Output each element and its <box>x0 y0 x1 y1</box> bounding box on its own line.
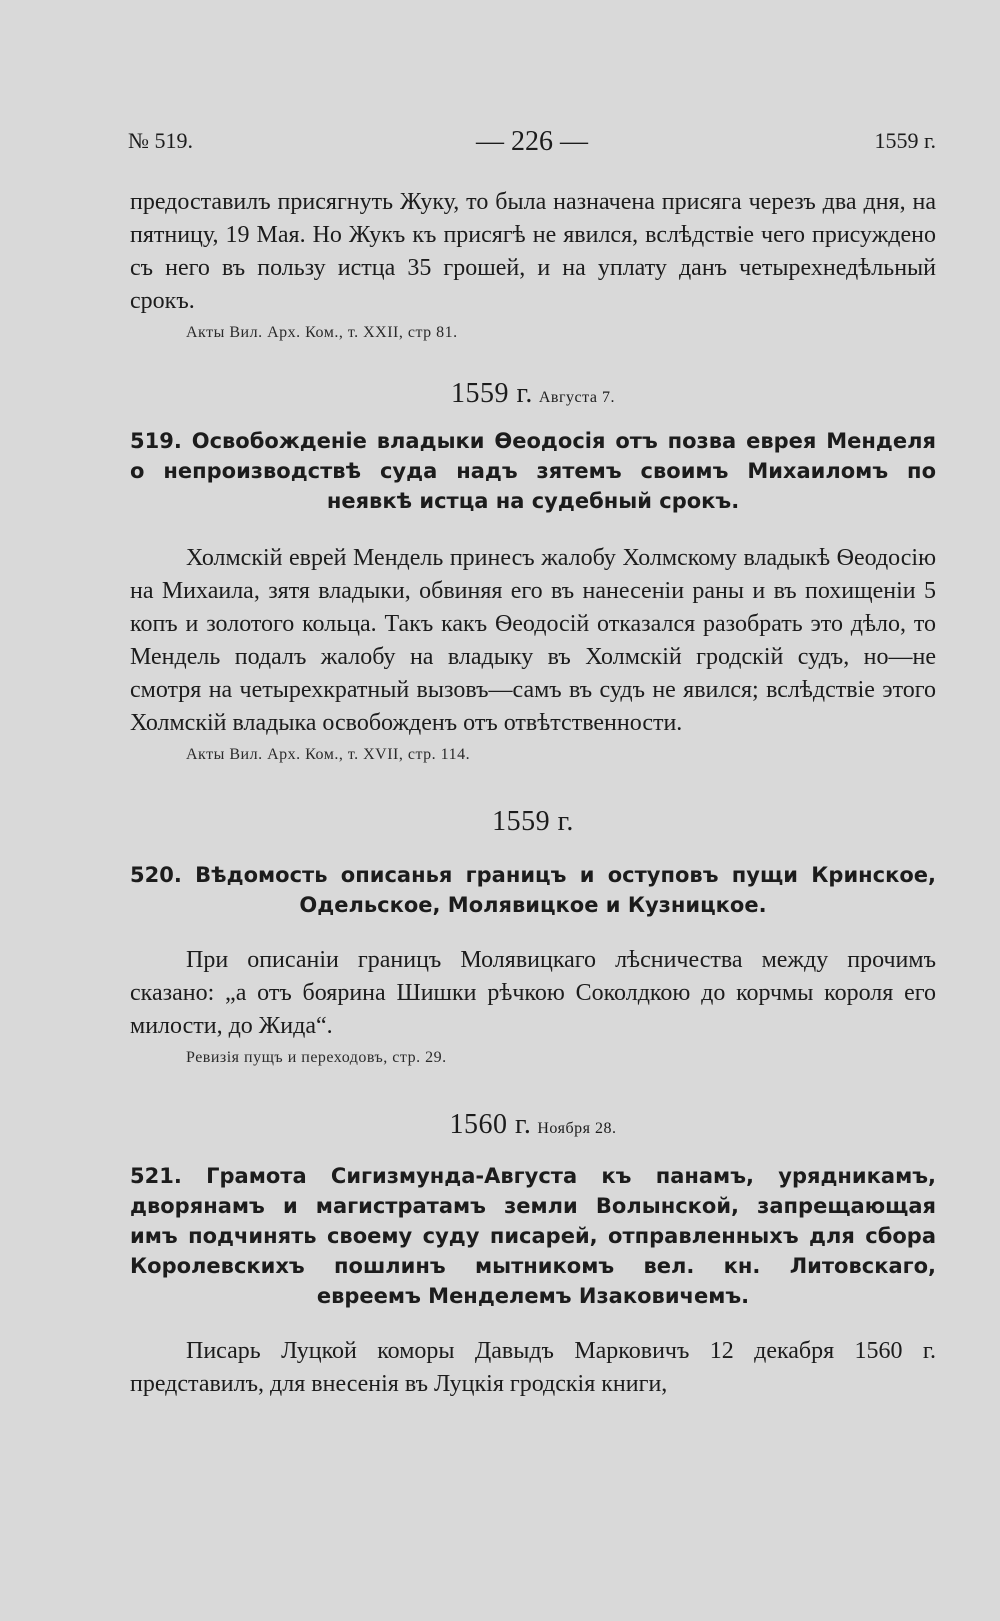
entry-title-text: Освобожденіе владыки Ѳеодосія отъ позва еврея Менделя о непроизводствѣ суда надъ зятемъ своимъ Михаиломъ по неявкѣ истца на судебный срокъ. <box>130 429 936 513</box>
entry-title <box>130 860 936 920</box>
entry-day: Августа 7. <box>538 389 615 406</box>
page-header <box>128 128 936 158</box>
entry-date <box>130 806 936 838</box>
source-reference: Ревизія пущъ и переходовъ, стр. 29. <box>186 1049 447 1066</box>
entry-year: 1560 г. <box>449 1109 532 1140</box>
entry-title <box>130 1161 936 1311</box>
entry-number: 521. <box>130 1164 182 1188</box>
entry-title <box>130 426 936 516</box>
page-number: — 226 — <box>476 126 588 157</box>
entry-paragraph: Писарь Луцкой коморы Давыдъ Марковичъ 12 декабря 1560 г. представилъ, для внесенія въ Луцкія гродскія книги, <box>130 1338 936 1397</box>
entry-title-text: Грамота Сигизмунда-Августа къ панамъ, урядникамъ, дворянамъ и магистратамъ земли Волынской, запрещающая имъ подчинять своему суду писарей, отправленныхъ для сбора Королевскихъ пошлинъ мытникомъ вел. кн. Литовскаго, евреемъ Менделемъ Изаковичемъ. <box>130 1164 936 1308</box>
entry-paragraph: При описаніи границъ Молявицкаго лѣсничества между прочимъ сказано: „а отъ боярина Шишки рѣчкою Соколдкою до корчмы короля его милости, до Жида“. <box>130 947 936 1039</box>
source-reference: Акты Вил. Арх. Ком., т. XXII, стр 81. <box>186 324 458 341</box>
entry-year: 1559 г. <box>451 378 533 409</box>
document-number: № 519. <box>128 128 193 153</box>
source-reference: Акты Вил. Арх. Ком., т. XVII, стр. 114. <box>186 746 471 763</box>
paragraph-continued: предоставилъ присягнуть Жуку, то была назначена присяга черезъ два дня, на пятницу, 19 Мая. Но Жукъ къ присягѣ не явился, вслѣдствіе чего присуждено съ него въ пользу истца 35 грошей, и на уплату данъ четырехнедѣльный срокъ. <box>130 189 936 314</box>
entry-date <box>130 378 936 410</box>
page-body <box>130 186 936 1401</box>
entry-number: 519. <box>130 429 182 453</box>
entry-year: 1559 г. <box>492 806 574 837</box>
entry-title-text: Вѣдомость описанья границъ и оступовъ пущи Кринское, Одельское, Молявицкое и Кузницкое. <box>195 863 937 917</box>
entry-day: Ноября 28. <box>537 1120 617 1137</box>
entry-paragraph: Холмскій еврей Мендель принесъ жалобу Холмскому владыкѣ Ѳеодосію на Михаила, зятя владыки, обвиняя его въ нанесеніи раны и въ похищеніи 5 копъ и золотого кольца. Такъ какъ Ѳеодосій отказался разобрать это дѣло, то Мендель подалъ жалобу на владыку въ Холмскій гродскій судъ, но—не смотря на четырехкратный вызовъ—самъ въ судъ не явился; вслѣдствіе этого Холмскій владыка освобожденъ отъ отвѣтственности. <box>130 545 936 736</box>
header-year: 1559 г. <box>874 128 936 153</box>
entry-date <box>130 1109 936 1141</box>
entry-number: 520. <box>130 863 182 887</box>
